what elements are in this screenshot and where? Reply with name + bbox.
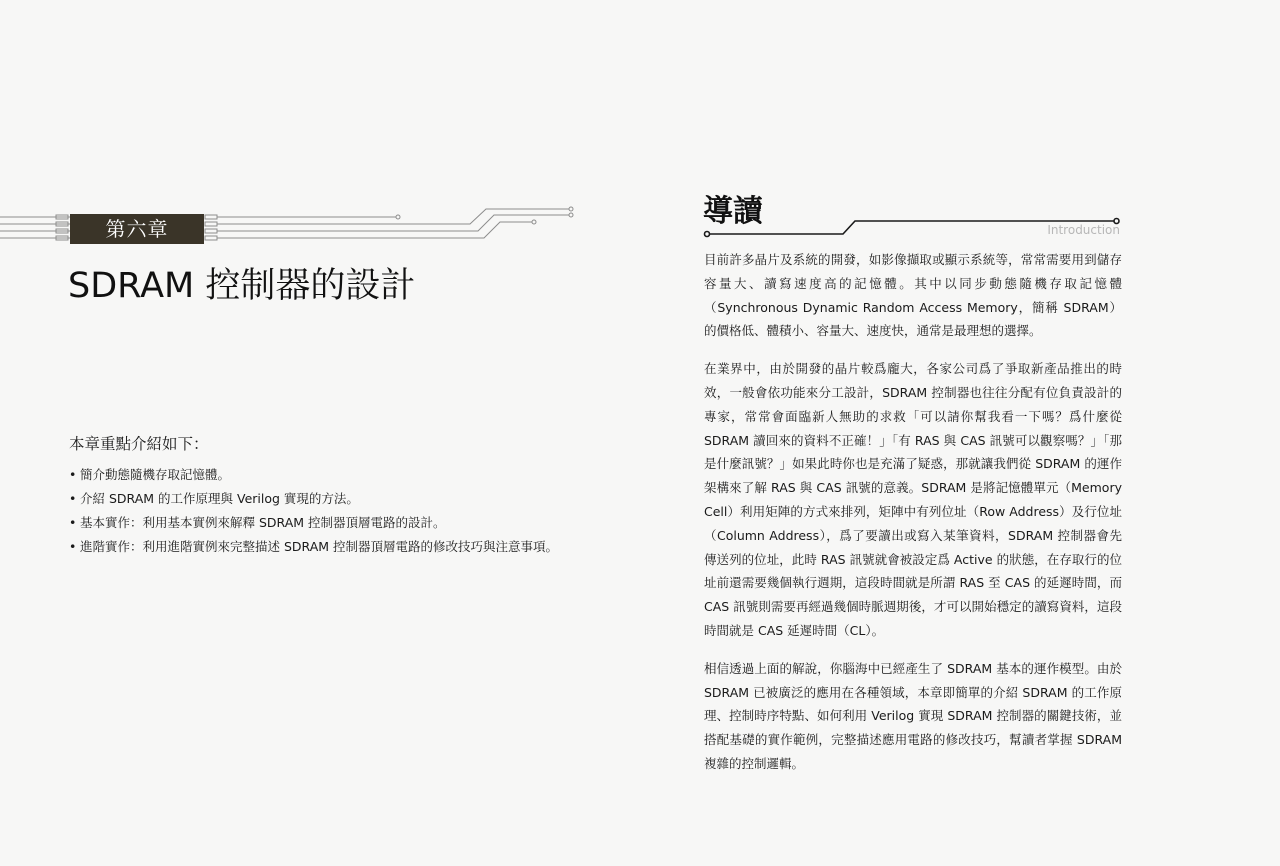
bullet-icon: •	[69, 539, 77, 554]
paragraph: 相信透過上面的解說，你腦海中已經產生了 SDRAM 基本的運作模型。由於 SDRAM 已被廣泛的應用在各種領域，本章即簡單的介紹 SDRAM 的工作原理、控制時序特點、如何利用 Verilog 實現 SDRAM 控制器的關鍵技術，並搭配基礎的實作範例，完整描述應用電路的修改技巧，幫讀者掌握 SDRAM 複雜的控制邏輯。	[704, 660, 1122, 771]
bullet-icon: •	[69, 467, 77, 482]
list-item-text: 介紹 SDRAM 的工作原理與 Verilog 實現的方法。	[80, 491, 359, 506]
highlights-intro: 本章重點介紹如下：	[69, 435, 209, 453]
list-item-text: 簡介動態隨機存取記憶體。	[80, 467, 231, 482]
introduction-body	[704, 248, 1122, 790]
paragraph: 目前許多晶片及系統的開發，如影像擷取或顯示系統等，常常需要用到儲存容量大、讀寫速度高的記憶體。其中以同步動態隨機存取記憶體（Synchronous Dynamic Random Access Memory，簡稱 SDRAM）的價格低、體積小、容量大、速度快，通常是最理想的選擇。	[704, 252, 1122, 339]
bullet-icon: •	[69, 515, 77, 530]
list-item	[69, 511, 558, 535]
right-page	[640, 0, 1280, 866]
list-item	[69, 463, 558, 487]
introduction-title: 導讀	[703, 194, 763, 229]
introduction-subtitle: Introduction	[1047, 223, 1120, 237]
highlights-list	[69, 463, 558, 559]
chapter-title: SDRAM 控制器的設計	[68, 266, 416, 306]
paragraph: 在業界中，由於開發的晶片較爲龐大，各家公司爲了爭取新產品推出的時效，一般會依功能來分工設計，SDRAM 控制器也往往分配有位負責設計的專家，常常會面臨新人無助的求救「可以請你幫我看一下嗎？爲什麼從 SDRAM 讀回來的資料不正確！」「有 RAS 與 CAS 訊號可以觀察嗎？」「那是什麼訊號？」如果此時你也是充滿了疑惑，那就讓我們從 SDRAM 的運作架構來了解 RAS 與 CAS 訊號的意義。SDRAM 是將記憶體單元（Memory Cell）利用矩陣的方式來排列，矩陣中有列位址（Row Address）及行位址（Column Address），爲了要讀出或寫入某筆資料，SDRAM 控制器會先傳送列的位址，此時 RAS 訊號就會被設定爲 Active 的狀態，在存取行的位址前還需要幾個執行週期，這段時間就是所謂 RAS 至 CAS 的延遲時間，而 CAS 訊號則需要再經過幾個時脈週期後，才可以開始穩定的讀寫資料，這段時間就是 CAS 延遲時間（CL）。	[704, 361, 1122, 638]
list-item-text: 基本實作：利用基本實例來解釋 SDRAM 控制器頂層電路的設計。	[80, 515, 446, 530]
bullet-icon: •	[69, 491, 77, 506]
list-item-text: 進階實作：利用進階實例來完整描述 SDRAM 控制器頂層電路的修改技巧與注意事項。	[80, 539, 559, 554]
chapter-label: 第六章	[70, 214, 204, 244]
list-item	[69, 487, 558, 511]
list-item	[69, 535, 558, 559]
